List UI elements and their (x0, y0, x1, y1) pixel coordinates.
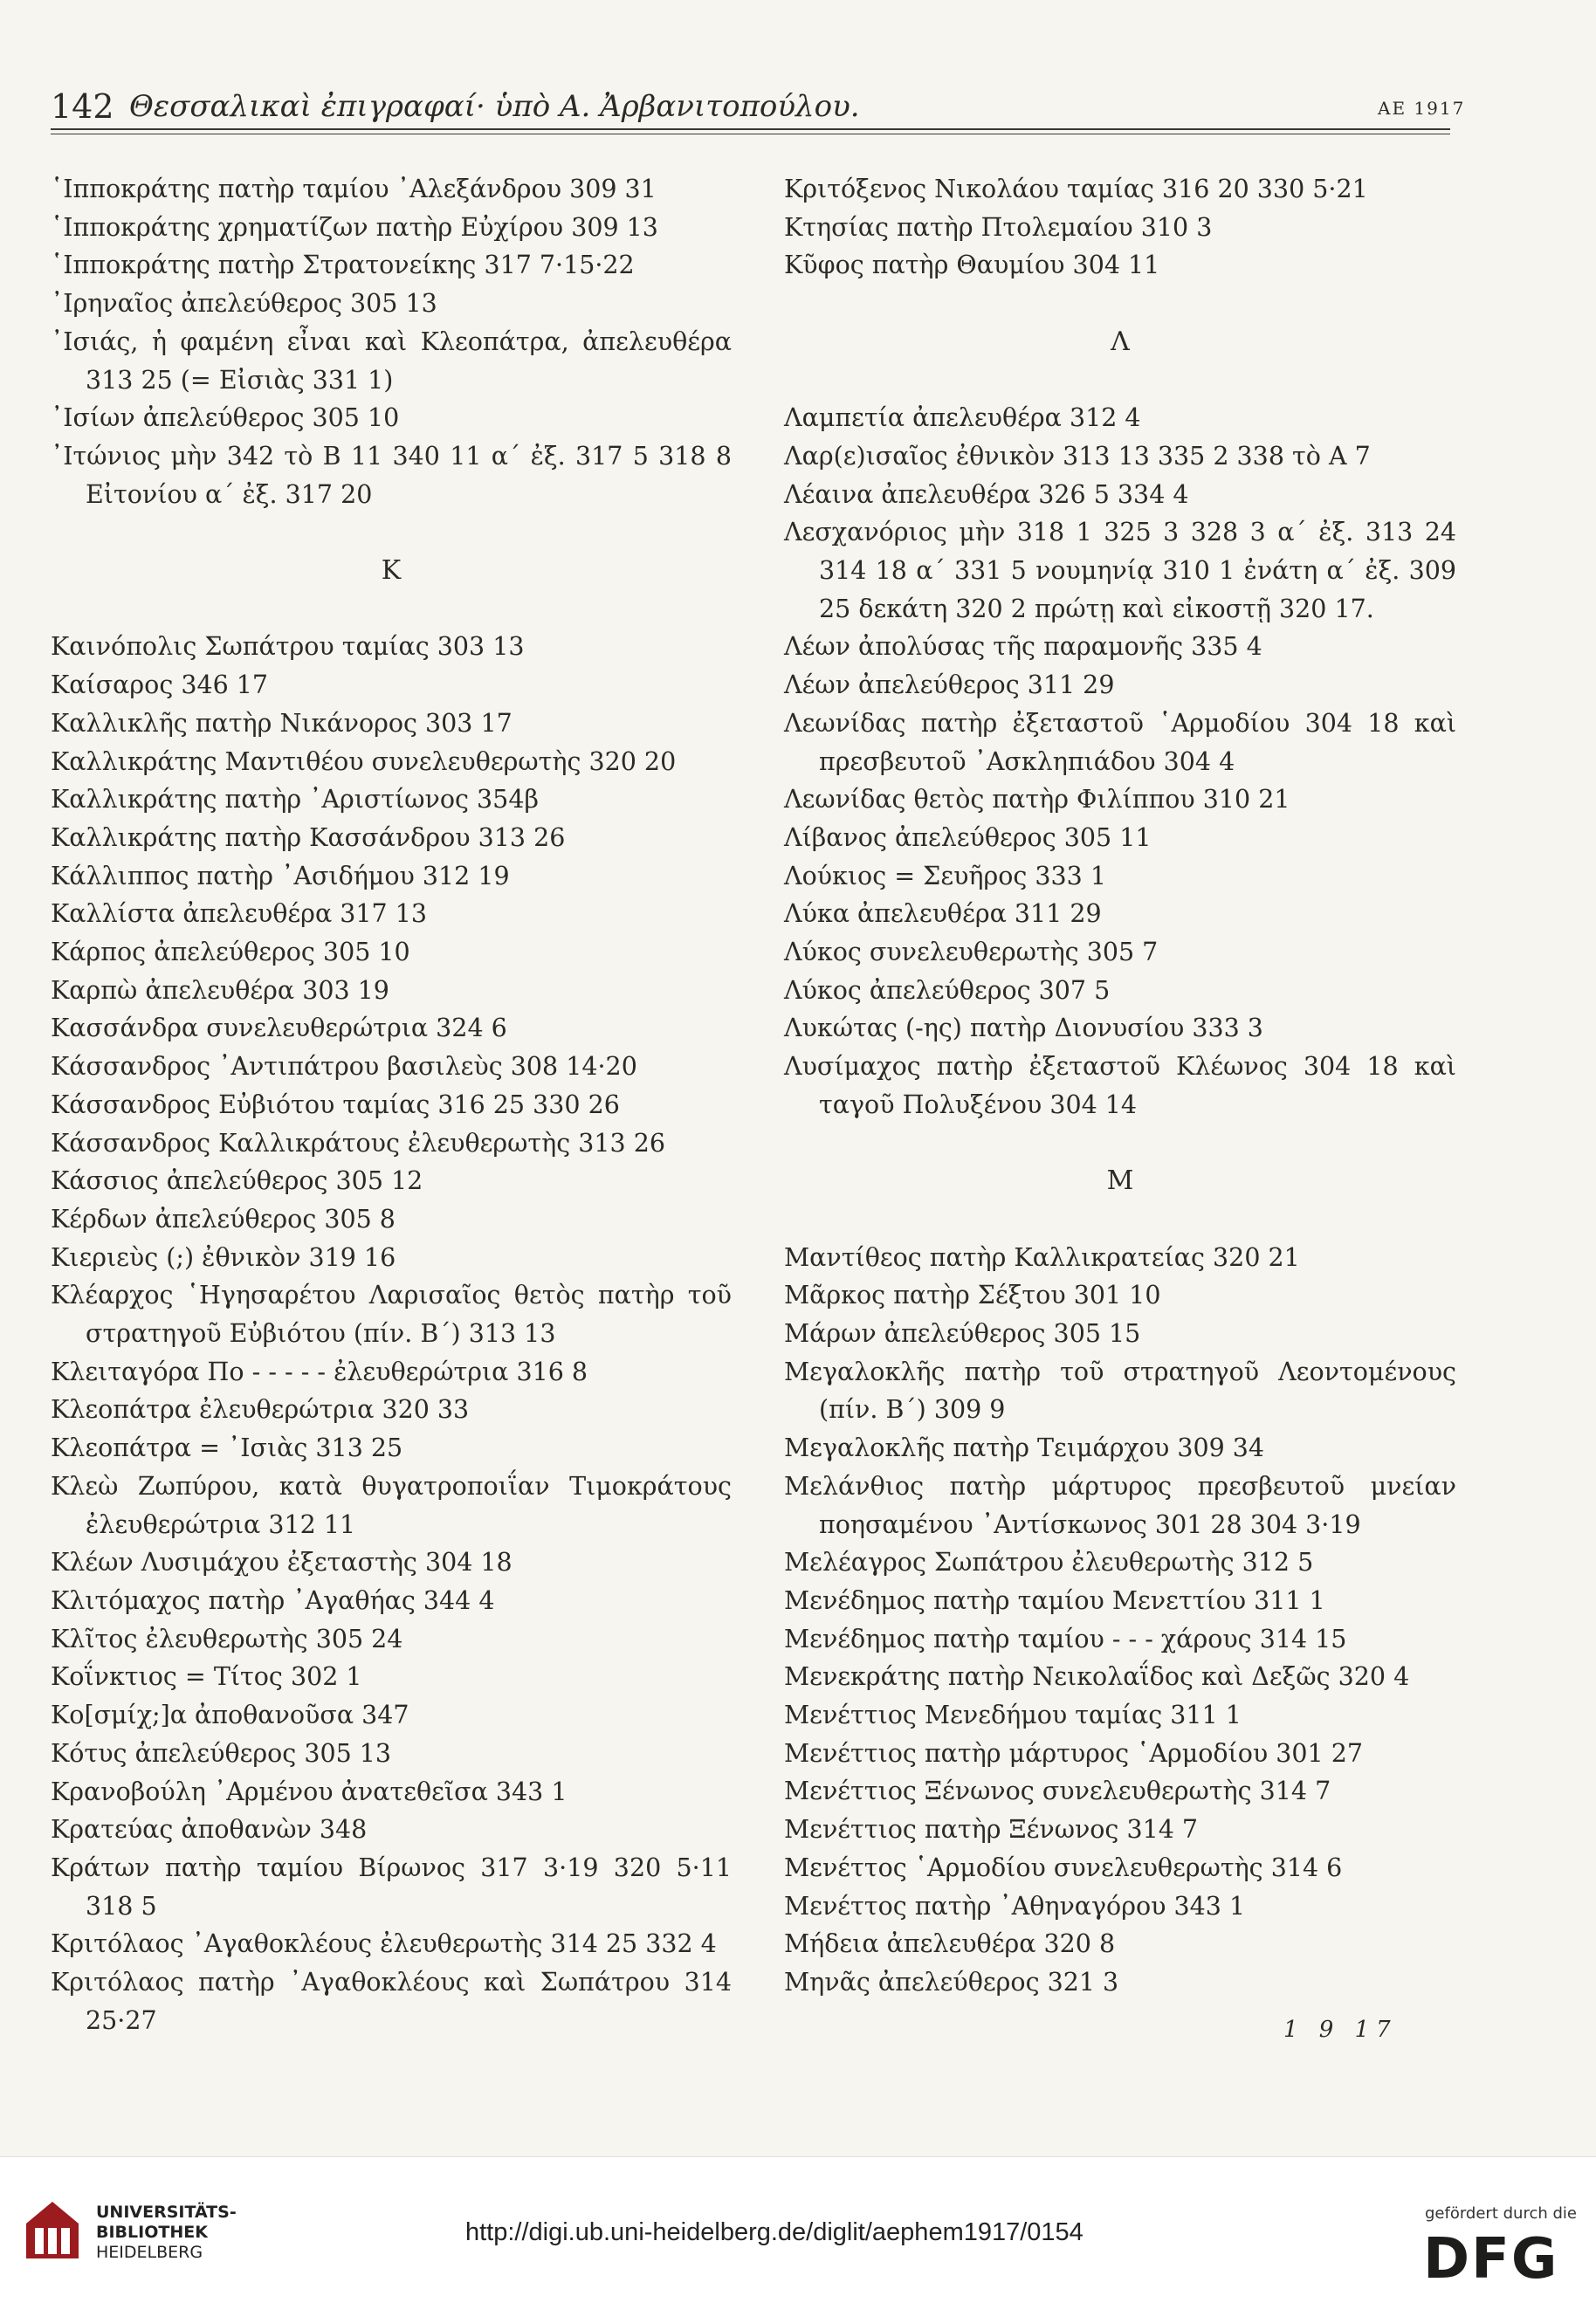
journal-label: ΑΕ 1917 (1378, 98, 1466, 119)
index-entry: Κοΐνκτιος = Τίτος 302 1 (51, 1662, 362, 1692)
spacer (51, 590, 732, 629)
printer-signature: 1 9 17 (1283, 2017, 1398, 2043)
index-entry: Μενέττος πατὴρ ᾿Αθηναγόρου 343 1 (784, 1891, 1246, 1921)
index-entry: ᾿Ιρηναῖος ἀπελεύθερος 305 13 (51, 289, 437, 319)
index-entry: Κασσάνδρα συνελευθερώτρια 324 6 (51, 1014, 507, 1043)
university-library-logo-icon (22, 2197, 83, 2263)
index-entry: Κλιτόμαχος πατὴρ ᾿Αγαθήας 344 4 (51, 1585, 495, 1615)
index-entry: Κάσσανδρος Εὐβιότου ταμίας 316 25 330 26 (51, 1090, 620, 1119)
index-entry: Κριτόξενος Νικολάου ταμίας 316 20 330 5·21 (784, 175, 1368, 203)
index-entry: Κῦφος πατὴρ Θαυμίου 304 11 (784, 251, 1160, 280)
index-entry: Λέαινα ἀπελευθέρα 326 5 334 4 (784, 479, 1189, 509)
index-entry: Λούκιος = Σευῆρος 333 1 (784, 861, 1107, 890)
digitization-footer (0, 2156, 1596, 2303)
index-entry: ῾Ιπποκράτης πατὴρ Στρατονείκης 317 7·15·22 (51, 251, 635, 280)
index-entry: Μενέδημος πατὴρ ταμίου - - - χάρους 314 15 (784, 1624, 1347, 1653)
index-entry: ᾿Ισιάς, ἡ φαμένη εἶναι καὶ Κλεοπάτρα, ἀπελευθέρα 313 25 (= Εἰσιὰς 331 1) (51, 327, 732, 395)
index-entry: Μενεκράτης πατὴρ Νεικολαΐδος καὶ Δεξῶς 320 4 (784, 1662, 1410, 1692)
index-entry: Κάλλιππος πατὴρ ᾿Ασιδήμου 312 19 (51, 861, 510, 890)
index-entry: Κότυς ἀπελεύθερος 305 13 (51, 1738, 392, 1768)
index-entry: ᾿Ισίων ἀπελεύθερος 305 10 (51, 403, 400, 433)
index-entry: Κλῖτος ἐλευθερωτὴς 305 24 (51, 1624, 403, 1653)
index-column-right (784, 170, 1456, 2002)
section-letter: Μ (1106, 1165, 1134, 1197)
library-name (96, 2203, 237, 2263)
index-entry: Καλλικράτης πατὴρ ᾿Αριστίωνος 354β (51, 785, 539, 815)
index-entry: Μαντίθεος πατὴρ Καλλικρατείας 320 21 (784, 1242, 1300, 1272)
index-entry: ῾Ιπποκράτης χρηματίζων πατὴρ Εὐχίρου 309 13 (51, 212, 658, 242)
dfg-logo: DFG (1423, 2227, 1559, 2292)
index-entry: Καίσαρος 346 17 (51, 670, 269, 700)
index-entry: Κο[σμίχ;]α ἀποθανοῦσα 347 (51, 1701, 409, 1730)
spacer (784, 285, 1456, 323)
header-rule (51, 128, 1450, 130)
index-entry: Μᾶρκος πατὴρ Σέξτου 301 10 (784, 1281, 1161, 1310)
index-entry: Λύκος ἀπελεύθερος 307 5 (784, 975, 1111, 1005)
page-header (51, 79, 1466, 126)
index-entry: Μηνᾶς ἀπελεύθερος 321 3 (784, 1967, 1119, 1997)
index-entry: Κλεοπάτρα ἐλευθερώτρια 320 33 (51, 1395, 470, 1425)
index-entry: Κλεὼ Ζωπύρου, κατὰ θυγατροποιΐαν Τιμοκράτους ἐλευθερώτρια 312 11 (51, 1471, 732, 1539)
index-entry: Μενέττος ῾Αρμοδίου συνελευθερωτὴς 314 6 (784, 1853, 1343, 1882)
index-column-left (51, 170, 732, 2039)
index-entry: Λυσίμαχος πατὴρ ἐξεταστοῦ Κλέωνος 304 18 καὶ ταγοῦ Πολυξένου 304 14 (784, 1052, 1456, 1119)
index-entry: ῾Ιπποκράτης πατὴρ ταμίου ᾿Αλεξάνδρου 309 31 (51, 175, 657, 203)
index-entry: Κάρπος ἀπελεύθερος 305 10 (51, 938, 410, 967)
spacer (51, 513, 732, 552)
index-entry: Κλέων Λυσιμάχου ἐξεταστὴς 304 18 (51, 1548, 513, 1578)
index-entry: Μήδεια ἀπελευθέρα 320 8 (784, 1929, 1116, 1959)
index-entry: Κάσσανδρος ᾿Αντιπάτρου βασιλεὺς 308 14·20 (51, 1052, 637, 1082)
index-entry: Καινόπολις Σωπάτρου ταμίας 303 13 (51, 632, 525, 662)
index-entry: Λαμπετία ἀπελευθέρα 312 4 (784, 403, 1141, 433)
index-entry: Μενέττιος Ξένωνος συνελευθερωτὴς 314 7 (784, 1777, 1331, 1806)
index-entry: Μενέττιος πατὴρ μάρτυρος ῾Αρμοδίου 301 27 (784, 1738, 1363, 1768)
section-letter: Κ (381, 555, 402, 587)
index-entry: Λέων ἀπολύσας τῆς παραμονῆς 335 4 (784, 632, 1262, 662)
index-entry: Λαρ(ε)ισαῖος ἐθνικὸν 313 13 335 2 338 τὸ Α 7 (784, 441, 1371, 471)
running-title: Θεσσαλικαὶ ἐπιγραφαί· ὑπὸ Α. Ἀρβανιτοπούλου. (129, 89, 860, 124)
index-entry: Κριτόλαος πατὴρ ᾿Αγαθοκλέους καὶ Σωπάτρου 314 25·27 (51, 1968, 732, 2035)
index-entry: Κάσσανδρος Καλλικράτους ἐλευθερωτὴς 313 26 (51, 1128, 665, 1158)
index-entry: Κλειταγόρα Πο - - - - - ἐλευθερώτρια 316 8 (51, 1357, 588, 1386)
section-letter: Λ (1111, 326, 1130, 357)
index-entry: Κρανοβούλη ᾿Αρμένου ἀνατεθεῖσα 343 1 (51, 1777, 568, 1806)
index-entry: Μεγαλοκλῆς πατὴρ Τειμάρχου 309 34 (784, 1433, 1265, 1463)
index-entry: Κιεριεὺς (;) ἐθνικὸν 319 16 (51, 1242, 396, 1272)
index-entry: Μεγαλοκλῆς πατὴρ τοῦ στρατηγοῦ Λεοντομένους (πίν. Β΄) 309 9 (784, 1357, 1456, 1425)
source-url-link[interactable]: http://digi.ub.uni-heidelberg.de/diglit/aephem1917/0154 (465, 2218, 1083, 2246)
index-entry: Λεσχανόριος μὴν 318 1 325 3 328 3 α΄ ἐξ. 313 24 314 18 α΄ 331 5 νουμηνίᾳ 310 1 ἐνάτη α΄ ἐξ. 309 25 δεκάτη 320 2 πρώτῃ καὶ εἰκοστῇ 320 17. (784, 518, 1456, 623)
index-entry: Λεωνίδας θετὸς πατὴρ Φιλίππου 310 21 (784, 785, 1290, 815)
index-entry: Κάσσιος ἀπελεύθερος 305 12 (51, 1166, 423, 1196)
index-entry: Λεωνίδας πατὴρ ἐξεταστοῦ ῾Αρμοδίου 304 18 καὶ πρεσβευτοῦ ᾿Ασκληπιάδου 304 4 (784, 708, 1456, 776)
index-entry: Καλλικλῆς πατὴρ Νικάνορος 303 17 (51, 708, 513, 738)
index-entry: Κλεοπάτρα = ᾿Ισιὰς 313 25 (51, 1433, 403, 1463)
index-entry: Κλέαρχος ῾Ηγησαρέτου Λαρισαῖος θετὸς πατὴρ τοῦ στρατηγοῦ Εὐβιότου (πίν. Β΄) 313 13 (51, 1281, 732, 1349)
index-entry: Καλλικράτης πατὴρ Κασσάνδρου 313 26 (51, 822, 566, 852)
index-entry: Καλλικράτης Μαντιθέου συνελευθερωτὴς 320 20 (51, 746, 677, 776)
index-entry: Κτησίας πατὴρ Πτολεμαίου 310 3 (784, 212, 1213, 242)
index-entry: Λύκος συνελευθερωτὴς 305 7 (784, 938, 1159, 967)
index-entry: Κριτόλαος ᾿Αγαθοκλέους ἐλευθερωτὴς 314 25 332 4 (51, 1929, 717, 1959)
index-entry: Λύκα ἀπελευθέρα 311 29 (784, 899, 1102, 929)
index-entry: Λίβανος ἀπελεύθερος 305 11 (784, 822, 1152, 852)
spacer (784, 1124, 1456, 1163)
index-entry: Κρατεύας ἀποθανὼν 348 (51, 1815, 368, 1845)
library-line2: BIBLIOTHEK (96, 2223, 208, 2242)
index-entry: Λέων ἀπελεύθερος 311 29 (784, 670, 1115, 700)
index-entry: Μενέττιος Μενεδήμου ταμίας 311 1 (784, 1701, 1242, 1730)
index-entry: Λυκώτας (-ης) πατὴρ Διονυσίου 333 3 (784, 1014, 1263, 1043)
spacer (784, 1200, 1456, 1239)
index-entry: Μελέαγρος Σωπάτρου ἐλευθερωτὴς 312 5 (784, 1548, 1314, 1578)
funding-label: gefördert durch die (1425, 2204, 1577, 2223)
page-number: 142 (51, 87, 114, 126)
library-line3: HEIDELBERG (96, 2243, 203, 2262)
index-entry: ᾿Ιτώνιος μὴν 342 τὸ Β 11 340 11 α΄ ἐξ. 317 5 318 8 Εἰτονίου α΄ ἐξ. 317 20 (51, 441, 732, 509)
index-entry: Μελάνθιος πατὴρ μάρτυρος πρεσβευτοῦ μνείαν ποησαμένου ᾿Αντίσκωνος 301 28 304 3·19 (784, 1471, 1456, 1539)
index-entry: Κέρδων ἀπελεύθερος 305 8 (51, 1204, 396, 1234)
index-entry: Καλλίστα ἀπελευθέρα 317 13 (51, 899, 427, 929)
index-entry: Μενέδημος πατὴρ ταμίου Μενεττίου 311 1 (784, 1585, 1325, 1615)
spacer (784, 361, 1456, 400)
index-entry: Μάρων ἀπελεύθερος 305 15 (784, 1319, 1141, 1349)
index-entry: Κράτων πατὴρ ταμίου Βίρωνος 317 3·19 320 5·11 318 5 (51, 1853, 732, 1921)
index-entry: Καρπὼ ἀπελευθέρα 303 19 (51, 975, 389, 1005)
index-entry: Μενέττιος πατὴρ Ξένωνος 314 7 (784, 1815, 1199, 1845)
library-line1: UNIVERSITÄTS- (96, 2203, 237, 2222)
